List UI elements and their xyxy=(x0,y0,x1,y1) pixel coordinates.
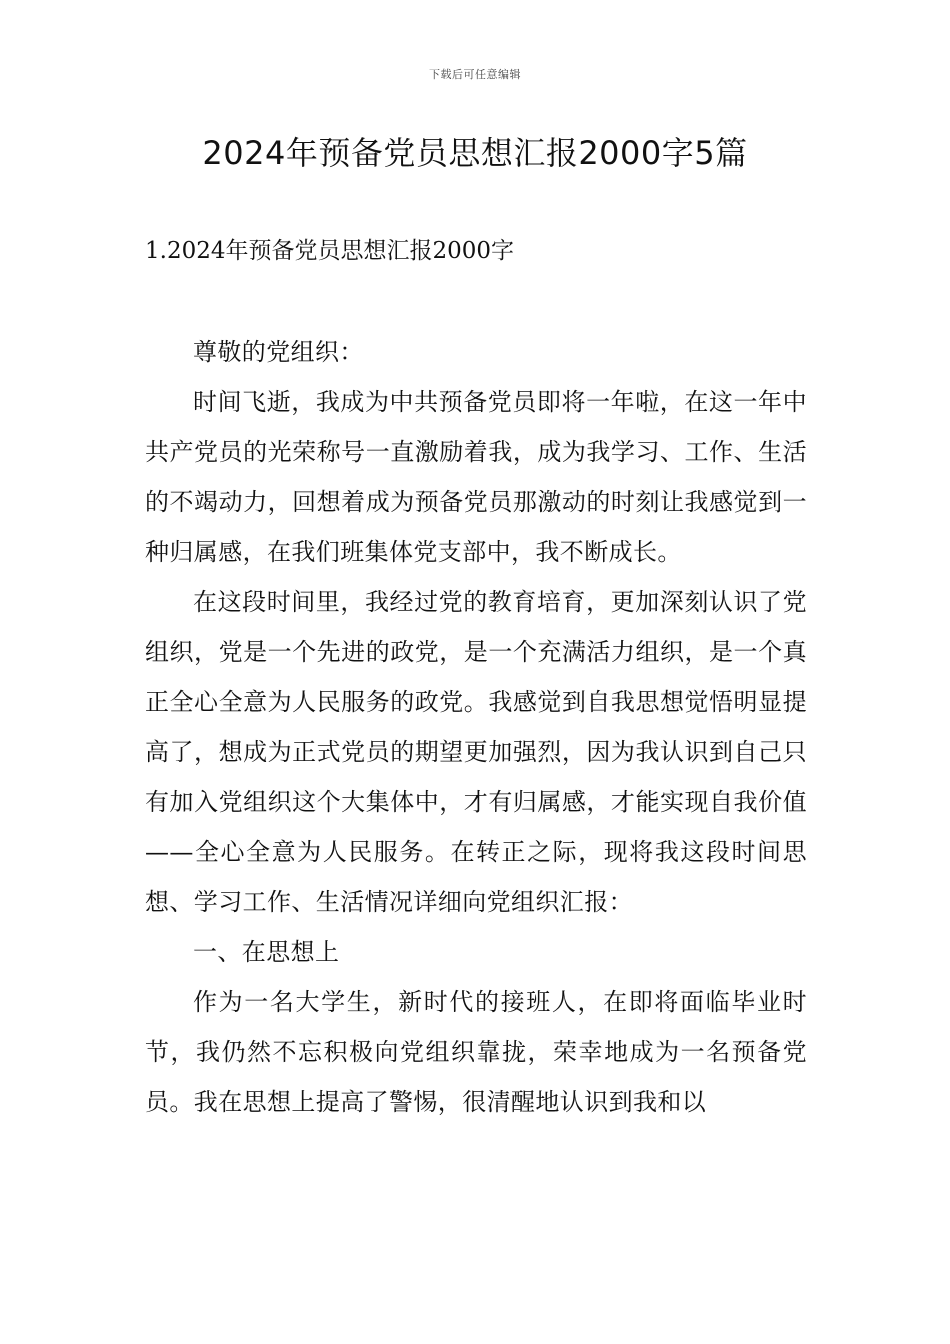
body-text xyxy=(145,327,807,1127)
header-note: 下载后可任意编辑 xyxy=(429,68,521,81)
document-title: 2024年预备党员思想汇报2000字5篇 xyxy=(202,134,748,172)
paragraph: 时间飞逝，我成为中共预备党员即将一年啦，在这一年中共产党员的光荣称号一直激励着我，成为我学习、工作、生活的不竭动力，回想着成为预备党员那激动的时刻让我感觉到一种归属感，在我们班集体党支部中，我不断成长。 xyxy=(145,388,807,566)
salutation: 尊敬的党组织： xyxy=(193,338,364,366)
paragraph: 在这段时间里，我经过党的教育培育，更加深刻认识了党组织，党是一个先进的政党，是一个充满活力组织，是一个真正全心全意为人民服务的政党。我感觉到自我思想觉悟明显提高了，想成为正式党员的期望更加强烈，因为我认识到自己只有加入党组织这个大集体中，才有归属感，才能实现自我价值——全心全意为人民服务。在转正之际，现将我这段时间思想、学习工作、生活情况详细向党组织汇报： xyxy=(145,588,807,916)
subheading: 一、在思想上 xyxy=(193,938,340,966)
paragraph: 作为一名大学生，新时代的接班人，在即将面临毕业时节，我仍然不忘积极向党组织靠拢，荣幸地成为一名预备党员。我在思想上提高了警惕，很清醒地认识到我和以 xyxy=(145,988,807,1116)
section-title: 1.2024年预备党员思想汇报2000字 xyxy=(145,238,515,264)
